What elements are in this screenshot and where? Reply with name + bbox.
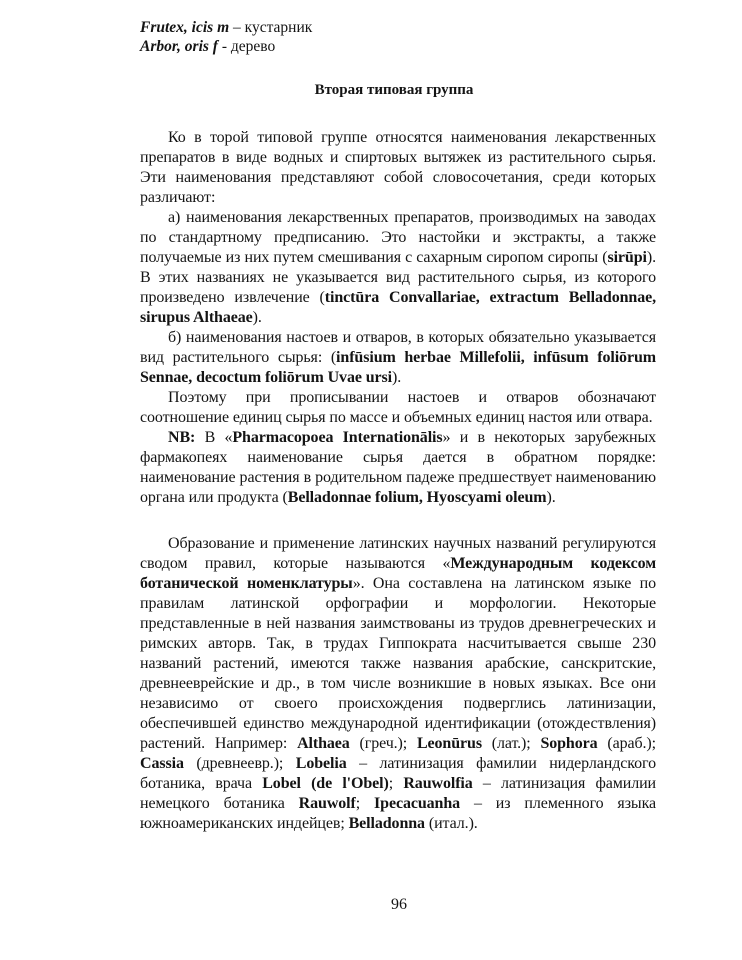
vocab-meaning: кустарник bbox=[244, 19, 313, 36]
text-run: (лат.); bbox=[481, 735, 541, 752]
section-heading: Вторая типовая группа bbox=[314, 82, 474, 98]
paragraph bbox=[140, 208, 656, 328]
vocab-term: Frutex, icis m bbox=[140, 19, 230, 36]
text-run: ; bbox=[355, 795, 375, 812]
text-run: – латинизация фамилии немецкого ботаника bbox=[140, 775, 657, 812]
bold-term: NB: bbox=[168, 429, 196, 446]
bold-term: Lobel (de l'Obel) bbox=[262, 775, 389, 792]
vocab-separator: - bbox=[217, 38, 231, 55]
paragraph bbox=[140, 428, 656, 508]
paragraph bbox=[140, 534, 656, 834]
text-run: б) наименования настоев и отваров, в которых обязательно указывается вид растительного сырья: ( bbox=[140, 329, 656, 366]
text-run: ». Она составлена на латинском языке по правилам латинской орфографии и морфологии. Некоторые представленные в ней названия заимствованы из трудов древнегреческих и римских авторв. Так, в трудах Гиппократа насчитывается свыше 230 названий растений, имеются также названия арабские, санскритские, древнееврейские и др., в том числе возникшие в новых языках. Все они независимо от своего происхождения подверглись латинизации, обеспечившей единство международной идентификации (отождествления) растений. Например: bbox=[140, 575, 656, 752]
paragraph bbox=[140, 128, 656, 208]
body-text bbox=[140, 128, 656, 834]
paragraph bbox=[140, 328, 656, 388]
bold-term: sirūpi bbox=[607, 249, 647, 266]
bold-term: Rauwolfia bbox=[403, 775, 473, 792]
bold-term: Rauwolf bbox=[298, 795, 356, 812]
text-run: – латинизация фамилии нидерландского ботаника, врача bbox=[140, 755, 656, 792]
text-run: ). В этих названиях не указывается вид растительного сырья, из которого произведено извлечение ( bbox=[140, 249, 656, 306]
text-run: ). bbox=[546, 489, 556, 506]
bold-term: Cassia bbox=[140, 755, 184, 772]
text-run: ; bbox=[388, 775, 404, 792]
text-run: (итал.). bbox=[424, 815, 478, 832]
bold-term: Sophora bbox=[540, 735, 598, 752]
text-run: » и в некоторых зарубежных фармакопеях наименование сырья дается в обратном порядке: наименование растения в родительном падеже предшествует наименованию органа или продукта ( bbox=[140, 429, 656, 506]
bold-term: infūsium herbae Millefolii, infūsum foliōrum Sennae, decoctum foliōrum Uvae ursi bbox=[140, 349, 656, 386]
vocab-meaning: дерево bbox=[230, 38, 276, 55]
vocab-separator: – bbox=[229, 19, 245, 36]
bold-term: Lobelia bbox=[295, 755, 347, 772]
bold-term: Belladonna bbox=[348, 815, 425, 832]
bold-term: Leonūrus bbox=[416, 735, 482, 752]
text-run: (древнеевр.); bbox=[183, 755, 296, 772]
vocab-term: Arbor, oris f bbox=[140, 38, 218, 55]
text-run: – из племенного языка южноамериканских индейцев; bbox=[140, 795, 656, 832]
text-run: а) наименования лекарственных препаратов, производимых на заводах по стандартному предписанию. Это настойки и экстракты, а также получаемые из них путем смешивания с сахарным сиропом сиропы ( bbox=[140, 209, 656, 266]
bold-term: Ipecacuanha bbox=[374, 795, 461, 812]
paragraph bbox=[140, 388, 656, 428]
text-run: Образование и применение латинских научных названий регулируются сводом правил, которые называются « bbox=[140, 535, 656, 572]
text-run: Ко в торой типовой группе относятся наименования лекарственных препаратов в виде водных и спиртовых вытяжек из растительного сырья. Эти наименования представляют собой словосочетания, среди которых различают: bbox=[140, 129, 656, 206]
bold-term: Belladonnae folium, Hyoscyami oleum bbox=[287, 489, 547, 506]
text-run: ). bbox=[252, 309, 262, 326]
text-run: Поэтому при прописывании настоев и отваров обозначают соотношение единиц сырья по массе и объемных единиц настоя или отвара. bbox=[140, 389, 656, 426]
text-run: (греч.); bbox=[349, 735, 417, 752]
bold-term: Pharmacopoea Internationālis bbox=[232, 429, 443, 446]
text-run: В « bbox=[195, 429, 233, 446]
bold-term: Althaea bbox=[297, 735, 350, 752]
vocabulary-list bbox=[140, 18, 656, 56]
vocab-entry bbox=[140, 18, 656, 37]
page-number: 96 bbox=[391, 896, 407, 913]
vocab-entry bbox=[140, 37, 656, 56]
bold-term: Международным кодексом ботанической номенклатуры bbox=[140, 555, 656, 592]
bold-term: tinctūra Convallariae, extractum Belladonnae, sirupus Althaeae bbox=[140, 289, 656, 326]
text-run: ). bbox=[392, 369, 402, 386]
text-run: (араб.); bbox=[597, 735, 657, 752]
